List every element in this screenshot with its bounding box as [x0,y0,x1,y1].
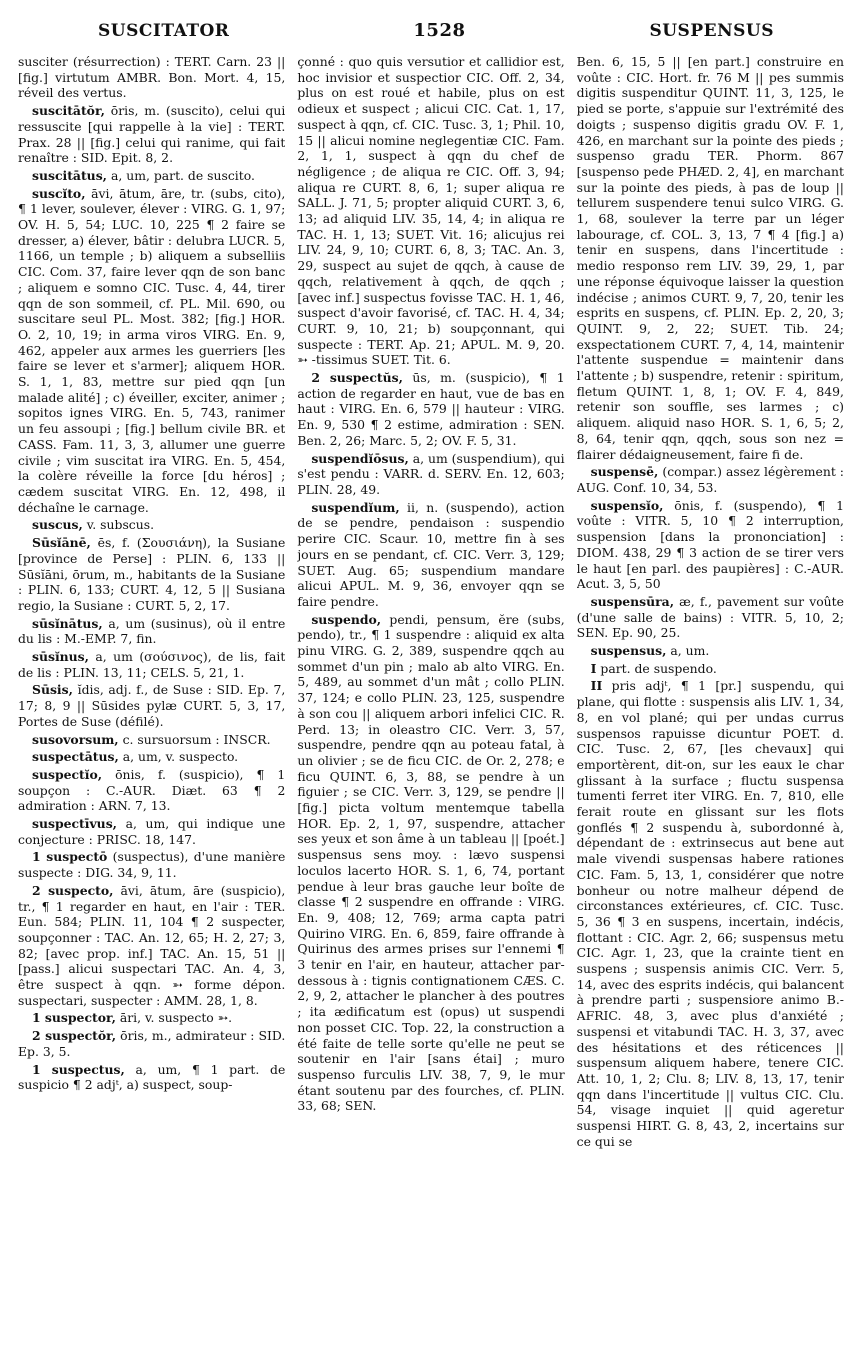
entry-definition: ēs, f. (Σουσιάνη), la Susiane [province de Perse] : PLIN. 6, 133 || Sūsĭāni, ōrum, m., habitants de la Susiane : PLIN. 6, 133; CURT. 4, 12, 5 || Susiana regio, la Susiane : CURT. 5, 2, 17. [18,535,286,613]
entry-headword: sūsĭnātus, [32,615,103,631]
entry-definition: a, um (σούσινος), de lis, fait de lis : PLIN. 13, 11; CELS. 5, 21, 1. [18,649,286,680]
entry-definition: a, um, ¶ 1 part. de suspicio ¶ 2 adjᵗ, a) suspect, soup- [18,1061,286,1093]
column-right [577,54,844,1364]
dictionary-entry [18,649,285,680]
entry-definition: a, um, v. suspecto. [122,749,239,765]
entry-definition: susciter (résurrection) : TERT. Carn. 23 || [fig.] virtutum AMBR. Bon. Mort. 4, 15, réveil des vertus. [18,54,286,101]
dictionary-entry [18,767,285,814]
entry-headword: suscĭto, [32,185,86,201]
entry-headword: Sūsĭānē, [32,535,91,551]
entry-definition: a, um, part. de suscito. [110,167,255,183]
entry-headword: suspensĭo, [590,497,664,513]
entry-headword: suscitātŏr, [32,103,105,119]
dictionary-entry [18,732,285,748]
entry-definition: ōnis, f. (suspicio), ¶ 1 soupçon : C.-AUR. Diæt. 63 ¶ 2 admiration : ARN. 7, 13. [18,766,286,814]
dictionary-entry [577,661,844,677]
entry-headword: suspendĭum, [311,499,400,515]
dictionary-entry [18,168,285,184]
entry-definition: ĭdis, adj. f., de Suse : SID. Ep. 7, 17; 8, 9 || Sūsides pylæ CURT. 5, 3, 17, Portes de Suse (défilé). [18,682,286,729]
entry-definition: pendi, pensum, ĕre (subs, pendo), tr., ¶ 1 suspendre : aliquid ex alta pinu VIRG. G. 2, 389, suspendre qqch au sommet d'un pin ; malo ab alto VIRG. En. 5, 489, au sommet d'un mât ; collo PLIN. 37, 124; e collo PLIN. 23, 125, suspendre à son cou || aliquem arbori infelici CIC. R. Perd. 13; in oleastro CIC. Verr. 3, 57, suspendre, pendre qqn au poteau fatal, à un olivier ; se de ficu CIC. de Or. 2, 278; e ficu QUINT. 6, 3, 88, se pendre à un figuier ; se CIC. Verr. 3, 129, se pendre || [fig.] picta voltum mentemque tabella HOR. Ep. 2, 1, 97, suspendre, attacher ses yeux et son âme à un tableau || [poét.] suspensus sens moy. : lævo suspensi loculos lacerto HOR. S. 1, 6, 74, portant pendue à leur bras gauche leur boîte de classe ¶ 2 suspendre en offrande : VIRG. En. 9, 408; 12, 769; arma capta patri Quirino VIRG. En. 6, 859, faire offrande à Quirinus des armes prises sur l'ennemi ¶ 3 tenir en l'air, en hauteur, attacher par-dessous à : tignis contignationem CÆS. C. 2, 9, 2, attacher le plancher à des poutres ; ita ædificatum est (opus) ut suspendi non posset CIC. Top. 22, la construction a été faite de telle sorte qu'elle ne peut se soutenir en l'air [sans étai] ; muro suspenso furculis LIV. 38, 7, 9, le mur étant soutenu par des fourches, cf. PLIN. 33, 68; SEN. [297,611,565,1114]
entry-definition: v. subscus. [86,517,155,533]
dictionary-entry [18,54,285,101]
dictionary-entry [18,535,285,614]
entry-definition: (compar.) assez légèrement : AUG. Conf. 10, 34, 53. [576,464,844,495]
entry-headword: suspensē, [590,464,659,480]
dictionary-entry [297,612,564,1115]
entry-headword: 2 suspectŏr, [32,1028,117,1044]
dictionary-entry [577,54,844,462]
entry-headword: suspensūra, [590,593,675,609]
entry-headword: sūsĭnus, [32,649,89,665]
entry-definition: Ben. 6, 15, 5 || [en part.] construire en voûte : CIC. Hort. fr. 76 M || pes summis digitis suspenditur QUINT. 11, 3, 125, le pied se porte, s'appuie sur l'extrémité des doigts ; suspenso digitis gradu OV. F. 1, 426, en marchant sur la pointe des pieds ; suspenso gradu TER. Phorm. 867 [suspenso pede PHÆD. 2, 4], en marchant sur la pointe des pieds, à pas de loup || tellurem suspendere tenui sulco VIRG. G. 1, 68, soulever la terre par un léger labourage, cf. COL. 3, 13, 7 ¶ 4 [fig.] a) tenir en suspens, dans l'incertitude : medio responso rem LIV. 39, 29, 1, par une réponse équivoque laisser la question indécise ; animos CURT. 9, 7, 20, tenir les esprits en suspens, cf. PLIN. Ep. 2, 20, 3; QUINT. 9, 2, 22; SUET. Tib. 24; exspectationem CURT. 7, 4, 14, maintenir l'attente suspendue = maintenir dans l'attente ; b) suspendre, retenir : spiritum, fletum QUINT. 1, 8, 1; OV. F. 4, 849, retenir son souffle, ses larmes ; c) aliquem. aliquid naso HOR. S. 1, 6, 5; 2, 8, 64, tenir qqn, qqch, sous son nez = flairer dédaigneusement, faire fi de. [576,54,844,462]
dictionary-entry [18,883,285,1009]
column-left [18,54,285,1364]
entry-headword: suspensus, [590,643,667,659]
entry-definition: āvi, ātum, āre (suspicio), tr., ¶ 1 regarder en haut, en l'air : TER. Eun. 584; PLIN. 11, 104 ¶ 2 suspecter, soupçonner : TAC. An. 12, 65; H. 2, 27; 3, 82; [avec prop. inf.] TAC. An. 15, 51 || [pass.] alicui suspectari TAC. An. 4, 3, être suspect à qqn. ➳ forme dépon. suspectari, suspecter : AMM. 28, 1, 8. [18,882,286,1008]
entry-headword: suspendĭōsus, [311,450,409,466]
text-columns [18,54,844,1364]
dictionary-entry [18,1010,285,1026]
dictionary-entry [297,54,564,368]
entry-headword: suscitātus, [32,167,107,183]
dictionary-entry [577,498,844,592]
dictionary-entry [18,1062,285,1093]
entry-definition: çonné : quo quis versutior et callidior est, hoc invisior et suspectior CIC. Off. 2, 34, plus on est roué et habile, plus on est odieux et suspect ; alicui CIC. Cat. 1, 17, suspect à qqn, cf. CIC. Tusc. 3, 1; Phil. 10, 15 || alicui nomine neglegentiæ CIC. Fam. 2, 1, 1, suspect à qqn du chef de négligence ; de aliqua re CIC. Off. 3, 94; aliqua re CURT. 8, 6, 1; super aliqua re SALL. J. 71, 5; propter aliquid CURT. 3, 6, 13; ad aliquid LIV. 35, 14, 4; in aliqua re TAC. H. 1, 13; SUET. Vit. 16; alicujus rei LIV. 24, 9, 10; CURT. 6, 8, 3; TAC. An. 3, 29, suspect au sujet de qqch, à cause de qqch, relativement à qqch, de qqch ; [avec inf.] suspectus fovisse TAC. H. 1, 46, suspect d'avoir favorisé, cf. TAC. H. 4, 34; CURT. 9, 10, 21; b) soupçonnant, qui suspecte : TERT. Ap. 21; APUL. M. 9, 20. ➳ -tissimus SUET. Tit. 6. [297,54,565,368]
entry-definition: a, um, qui indique une conjecture : PRISC. 18, 147. [18,816,286,847]
entry-definition: āvi, ātum, āre, tr. (subs, cito), ¶ 1 lever, soulever, élever : VIRG. G. 1, 97; OV. H. 5, 54; LUC. 10, 225 ¶ 2 faire se dresser, a) élever, bâtir : delubra LUCR. 5, 1166, un temple ; b) aliquem a subselliis CIC. Com. 37, faire lever qqn de son banc ; aliquem e somno CIC. Tusc. 4, 44, tirer qqn de son sommeil, cf. PL. Mil. 690, ou suscitare seul PL. Most. 382; [fig.] HOR. O. 2, 10, 19; in arma viros VIRG. En. 9, 462, appeler aux armes les guerriers [les faire se lever et s'armer]; aliquem HOR. S. 1, 1, 83, mettre sur pied qqn [un malade alité] ; c) éveiller, exciter, animer ; sopitos ignes VIRG. En. 5, 743, ranimer un feu assoupi ; [fig.] bellum civile BR. et CASS. Fam. 11, 3, 3, allumer une guerre civile ; vim suscitat ira VIRG. En. 5, 454, la colère réveille la force [du héros] ; cædem suscitat VIRG. En. 12, 498, il déchaîne le carnage. [18,185,286,515]
dictionary-entry [577,594,844,641]
dictionary-entry [297,451,564,498]
entry-headword: 1 suspectō [32,849,108,865]
dictionary-entry [18,816,285,847]
dictionary-entry [297,500,564,610]
column-middle [297,54,564,1364]
entry-headword: suspectīvus, [32,816,117,832]
entry-definition: ūs, m. (suspicio), ¶ 1 action de regarder en haut, vue de bas en haut : VIRG. En. 6, 579 || hauteur : VIRG. En. 9, 530 ¶ 2 estime, admiration : SEN. Ben. 2, 26; Marc. 5, 2; OV. F. 5, 31. [297,370,565,448]
entry-headword: suscus, [32,517,83,533]
entry-headword: suspectātus, [32,749,119,765]
entry-definition: āri, v. suspecto ➳. [119,1010,233,1026]
entry-headword: 1 suspectus, [32,1061,125,1077]
entry-headword: Sūsis, [32,682,73,698]
entry-definition: ōnis, f. (suspendo), ¶ 1 voûte : VITR. 5, 10 ¶ 2 interruption, suspension [dans la prononciation] : DIOM. 438, 29 ¶ 3 action de se tirer vers le haut [en parl. des paupières] : C.-AUR. Acut. 3, 5, 50 [576,497,844,592]
dictionary-entry [18,616,285,647]
entry-headword: 2 suspectŭs, [311,370,403,386]
entry-headword: susovorsum, [32,731,119,747]
running-head-right: SUSPENSUS [649,21,774,41]
dictionary-entry [18,849,285,880]
entry-definition: part. de suspendo. [600,660,717,676]
dictionary-entry [297,370,564,449]
dictionary-entry [18,186,285,516]
entry-headword: 2 suspecto, [32,882,114,898]
dictionary-entry [18,517,285,533]
entry-definition: a, um (suspendium), qui s'est pendu : VARR. d. SERV. En. 12, 603; PLIN. 28, 49. [297,450,565,497]
entry-definition: ōris, m., admirateur : SID. Ep. 3, 5. [18,1028,286,1059]
entry-definition: c. sursuorsum : INSCR. [122,731,271,747]
dictionary-entry [18,103,285,166]
running-head-left: SUSCITATOR [98,21,230,41]
entry-definition: a, um. [670,643,710,659]
dictionary-entry [18,1028,285,1059]
entry-definition: a, um (susinus), où il entre du lis : M.-EMP. 7, fin. [18,615,286,647]
entry-definition: ōris, m. (suscito), celui qui ressuscite [qui rappelle à la vie] : TERT. Prax. 28 || [fig.] celui qui ranime, qui fait renaître : SID. Epit. 8, 2. [18,103,286,166]
dictionary-entry [577,643,844,659]
page-header [18,20,844,48]
dictionary-entry [577,678,844,1149]
entry-headword: suspendo, [311,611,382,627]
entry-headword: II [590,678,603,694]
dictionary-entry [18,682,285,729]
entry-headword: I [590,660,597,676]
entry-definition: pris adjᵗ, ¶ 1 [pr.] suspendu, qui plane, qui flotte : suspensis alis LIV. 1, 34, 8, en vol plané; qui per undas currus suspensos rapuisse dicuntur POET. d. CIC. Tusc. 2, 67, [les chevaux] qui emportèrent, dit-on, sur les eaux le char glissant à la surface ; fluctu suspensa tumenti ferret iter VIRG. En. 7, 810, elle ferait route en glissant sur les flots gonflés ¶ 2 suspendu à, subordonné à, dépendant de : extrinsecus aut bene aut male vivendi suspensas habere rationes CIC. Fam. 5, 13, 1, considérer que notre bonheur ou notre malheur dépend de circonstances extérieures, cf. CIC. Tusc. 5, 36 ¶ 3 en suspens, incertain, indécis, flottant : CIC. Agr. 2, 66; suspensus metu CIC. Agr. 1, 23, que la crainte tient en suspens ; suspensis animis CIC. Verr. 5, 14, avec des esprits indécis, qui balancent à prendre parti ; suspensiore animo B.-AFRIC. 48, 3, avec plus d'anxiété ; suspensi et vitabundi TAC. H. 3, 37, avec des hésitations et des réticences || suspensum aliquem habere, tenere CIC. Att. 10, 1, 2; Clu. 8; LIV. 8, 13, 17, tenir qqn dans l'incertitude || vultus CIC. Clu. 54, visage inquiet || quid ageretur suspensi HIRT. G. 8, 43, 2, incertains sur ce qui se [576,678,844,1149]
entry-definition: (suspectus), d'une manière suspecte : DIG. 34, 9, 11. [18,849,286,881]
entry-definition: æ, f., pavement sur voûte (d'une salle de bains) : VITR. 5, 10, 2; SEN. Ep. 90, 25. [576,593,844,641]
entry-headword: suspectĭo, [32,766,103,782]
entry-headword: 1 suspector, [32,1010,116,1026]
dictionary-entry [577,464,844,495]
entry-definition: ii, n. (suspendo), action de se pendre, pendaison : suspendio perire CIC. Scaur. 10, mettre fin à ses jours en se pendant, cf. CIC. Verr. 3, 129; SUET. Aug. 65; suspendium mandare alicui APUL. M. 9, 36, envoyer qqn se faire pendre. [297,499,565,609]
dictionary-entry [18,749,285,765]
page-number: 1528 [413,20,466,41]
